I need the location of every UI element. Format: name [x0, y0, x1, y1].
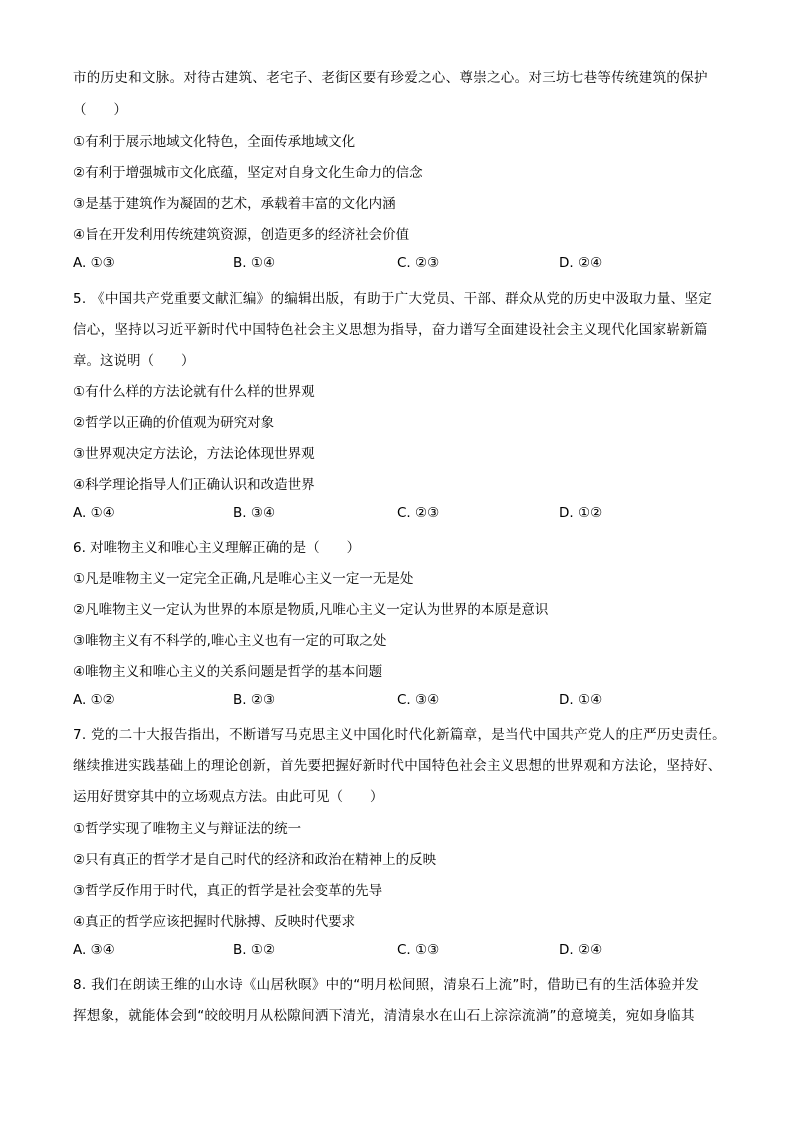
q6-statement: ①凡是唯物主义一定完全正确,凡是唯心主义一定一无是处: [73, 571, 414, 587]
q5-stem-line: 信心，坚持以习近平新时代中国特色社会主义思想为指导，奋力谱写全面建设社会主义现代化国家崭新篇: [73, 322, 708, 338]
q7-stem-line: 继续推进实践基础上的理论创新，首先要把握好新时代中国特色社会主义思想的世界观和方法论，坚持好、: [73, 758, 722, 774]
q5-option-b: B. ③④: [233, 505, 276, 521]
q7-option-c: C. ①③: [397, 942, 440, 958]
q7-statement: ①哲学实现了唯物主义与辩证法的统一: [73, 821, 302, 837]
q7-statement: ③哲学反作用于时代，真正的哲学是社会变革的先导: [73, 883, 383, 899]
q7-stem-line: 7. 党的二十大报告指出，不断谱写马克思主义中国化时代化新篇章，是当代中国共产党人的庄严历史责任。: [73, 727, 726, 743]
q5-statement: ④科学理论指导人们正确认识和改造世界: [73, 477, 315, 493]
q5-statement: ①有什么样的方法论就有什么样的世界观: [73, 384, 315, 400]
q5-statement: ③世界观决定方法论，方法论体现世界观: [73, 446, 315, 462]
q5-statement: ②哲学以正确的价值观为研究对象: [73, 415, 275, 431]
q6-stem-line: 6. 对唯物主义和唯心主义理解正确的是（ ）: [73, 540, 361, 556]
q6-option-b: B. ②③: [233, 692, 276, 708]
q7-statement: ④真正的哲学应该把握时代脉搏、反映时代要求: [73, 914, 356, 930]
q5-stem-line: 5. 《中国共产党重要文献汇编》的编辑出版，有助于广大党员、干部、群众从党的历史中汲取力量、坚定: [73, 291, 713, 307]
q4-stem-line: 市的历史和文脉。对待古建筑、老宅子、老街区要有珍爱之心、尊崇之心。对三坊七巷等传统建筑的保护: [73, 70, 708, 86]
q4-option-b: B. ①④: [233, 255, 276, 271]
q6-statement: ④唯物主义和唯心主义的关系问题是哲学的基本问题: [73, 664, 383, 680]
q4-statement: ②有利于增强城市文化底蕴，坚定对自身文化生命力的信念: [73, 165, 423, 181]
q7-stem-line: 运用好贯穿其中的立场观点方法。由此可见（ ）: [73, 789, 384, 805]
q7-statement: ②只有真正的哲学才是自己时代的经济和政治在精神上的反映: [73, 852, 437, 868]
q5-option-c: C. ②③: [397, 505, 440, 521]
q6-option-d: D. ①④: [559, 692, 603, 708]
q5-option-a: A. ①④: [73, 505, 115, 521]
q8-stem-line: 8. 我们在朗读王维的山水诗《山居秋暝》中的“明月松间照，清泉石上流”时，借助已有的生活体验并发: [73, 977, 700, 993]
q8-stem-line: 挥想象，就能体会到“皎皎明月从松隙间洒下清光，清清泉水在山石上淙淙流淌”的意境美，宛如身临其: [73, 1008, 695, 1024]
q4-option-a: A. ①③: [73, 255, 115, 271]
q6-statement: ②凡唯物主义一定认为世界的本原是物质,凡唯心主义一定认为世界的本原是意识: [73, 602, 549, 618]
q5-stem-line: 章。这说明（ ）: [73, 353, 195, 369]
q4-answer-blank: （ ）: [73, 102, 127, 118]
q6-option-a: A. ①②: [73, 692, 115, 708]
q7-option-d: D. ②④: [559, 942, 603, 958]
q4-statement: ③是基于建筑作为凝固的艺术，承载着丰富的文化内涵: [73, 196, 396, 212]
q4-option-d: D. ②④: [559, 255, 603, 271]
q7-option-b: B. ①②: [233, 942, 276, 958]
q4-option-c: C. ②③: [397, 255, 440, 271]
q5-option-d: D. ①②: [559, 505, 603, 521]
q6-option-c: C. ③④: [397, 692, 440, 708]
q7-option-a: A. ③④: [73, 942, 115, 958]
q6-statement: ③唯物主义有不科学的,唯心主义也有一定的可取之处: [73, 633, 387, 649]
q4-statement: ①有利于展示地域文化特色，全面传承地域文化: [73, 134, 356, 150]
q4-statement: ④旨在开发利用传统建筑资源，创造更多的经济社会价值: [73, 227, 410, 243]
